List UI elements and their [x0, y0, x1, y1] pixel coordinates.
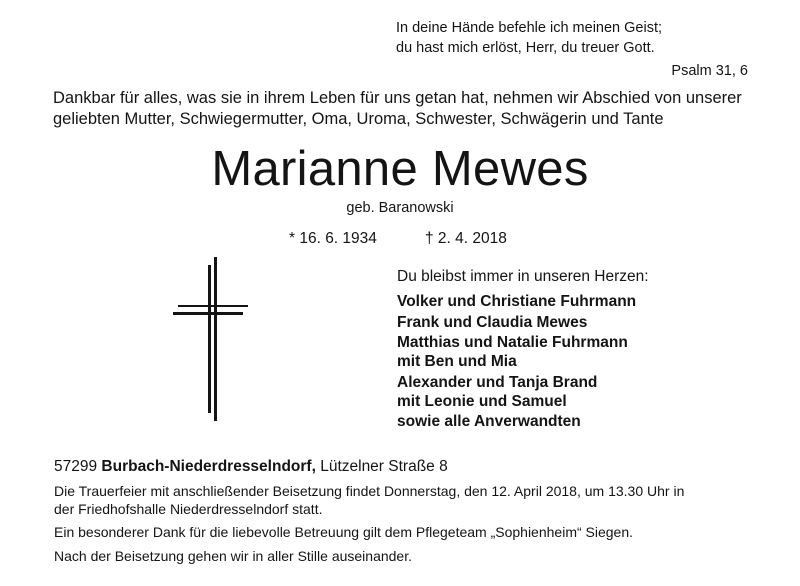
- verse-line-1: In deine Hände befehle ich meinen Geist;: [396, 20, 663, 36]
- thanks-text: Ein besonderer Dank für die liebevolle Betreuung gilt dem Pflegeteam „Sophienheim“ Siegen.: [54, 524, 634, 540]
- street: Lützelner Straße 8: [320, 458, 448, 475]
- birth-date: * 16. 6. 1934: [289, 230, 377, 247]
- town: Burbach-Niederdresselndorf,: [101, 458, 316, 475]
- intro-line-2: geliebten Mutter, Schwiegermutter, Oma, Uroma, Schwester, Schwägerin und Tante: [53, 110, 664, 128]
- funeral-info: [54, 483, 774, 518]
- list-item: Volker und Christiane Fuhrmann: [397, 293, 637, 310]
- funeral-line-1: Die Trauerfeier mit anschließender Beisetzung findet Donnerstag, den 12. April 2018, um 13.30 Uhr in: [54, 483, 685, 499]
- list-item: Matthias und Natalie Fuhrmann: [397, 334, 628, 351]
- list-item: Frank und Claudia Mewes: [397, 313, 588, 331]
- bible-verse: [396, 18, 662, 58]
- postal-code: 57299: [54, 458, 98, 475]
- address: [54, 457, 448, 477]
- list-item: mit Ben und Mia: [397, 353, 517, 370]
- closing-text: Nach der Beisetzung gehen wir in aller Stille auseinander.: [54, 547, 412, 564]
- mourners-list: [397, 292, 636, 433]
- funeral-line-2: der Friedhofshalle Niederdresselndorf statt.: [54, 500, 323, 517]
- intro-line-1: Dankbar für alles, was sie in ihrem Leben für uns getan hat, nehmen wir Abschied von unserer: [53, 89, 742, 107]
- verse-line-2: du hast mich erlöst, Herr, du treuer Gott.: [396, 40, 655, 56]
- verse-reference: Psalm 31, 6: [671, 63, 748, 79]
- death-date: † 2. 4. 2018: [425, 230, 507, 247]
- maiden-name: geb. Baranowski: [346, 200, 454, 216]
- list-item: sowie alle Anverwandten: [397, 413, 581, 430]
- deceased-name: Marianne Mewes: [211, 142, 589, 196]
- notices: [54, 483, 774, 571]
- list-item: mit Leonie und Samuel: [397, 392, 567, 410]
- intro-text: [53, 88, 742, 130]
- mourners-intro: Du bleibst immer in unseren Herzen:: [397, 268, 649, 285]
- list-item: Alexander und Tanja Brand: [397, 373, 598, 391]
